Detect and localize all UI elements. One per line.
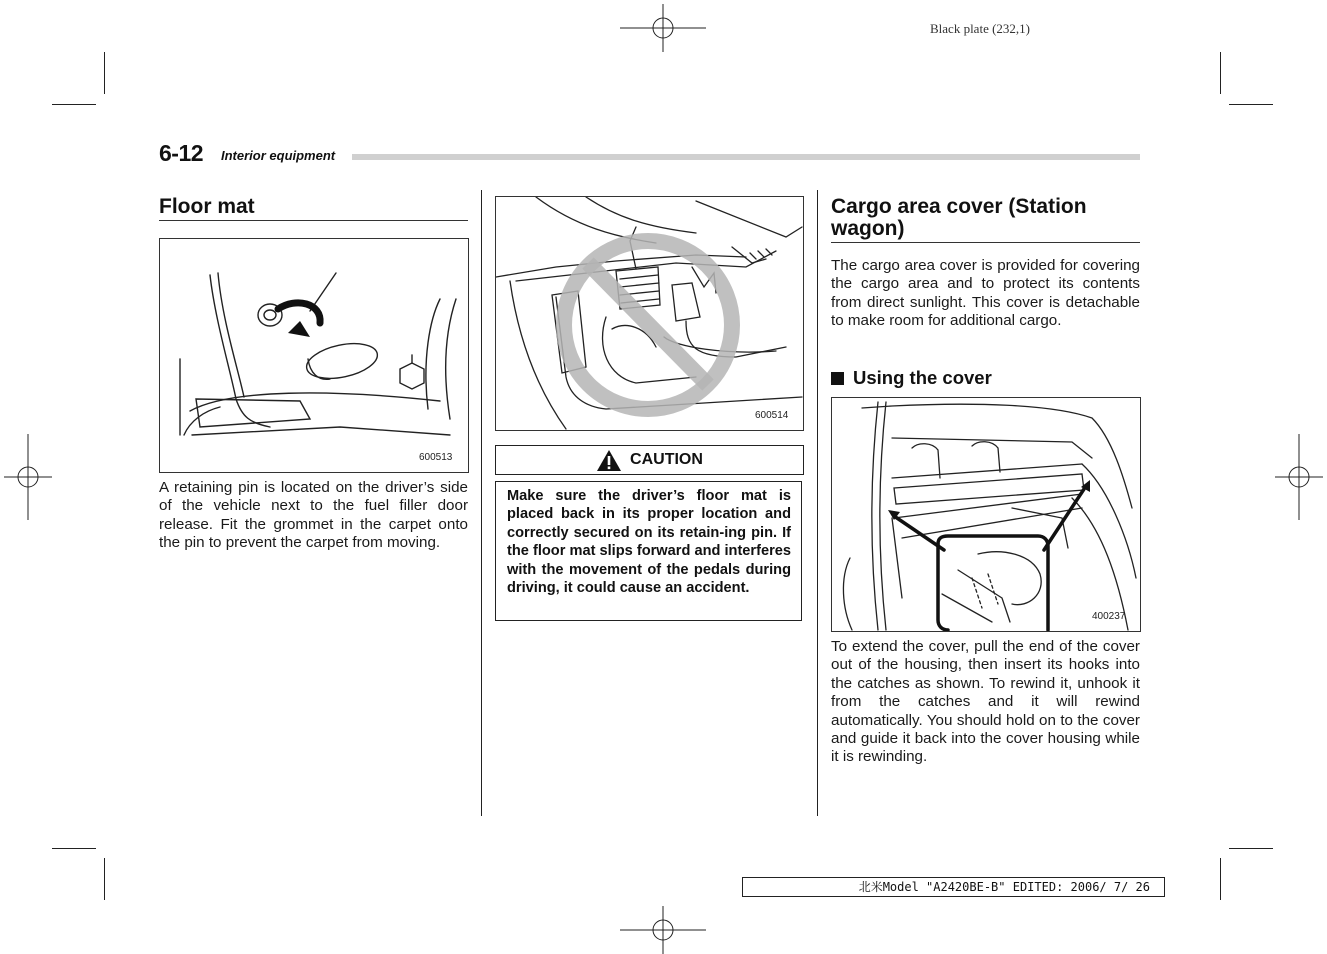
figure-id: 600514 xyxy=(755,410,789,421)
using-cover-label: Using the cover xyxy=(853,367,992,388)
title-rule xyxy=(159,220,468,221)
figure-id: 400237 xyxy=(1092,611,1126,622)
header-bar xyxy=(352,154,1140,160)
warning-triangle-icon xyxy=(596,449,622,472)
crop-mark xyxy=(1220,858,1221,900)
cargo-cover-illustration-icon xyxy=(832,398,1140,631)
registration-mark-icon xyxy=(4,434,52,520)
crop-mark xyxy=(1229,848,1273,849)
caution-body xyxy=(495,481,802,621)
registration-mark-icon xyxy=(620,4,706,52)
registration-mark-icon xyxy=(1275,434,1323,520)
floor-mat-figure xyxy=(159,238,469,473)
square-bullet-icon xyxy=(831,372,844,385)
crop-mark xyxy=(52,848,96,849)
caution-text: Make sure the driver’s floor mat is placed back in its proper location and correctly secured on its retain-ing pin. If the floor mat slips forward and interferes with the movement of the pedals during driving, it could cause an accident. xyxy=(507,488,791,597)
column-divider xyxy=(481,190,482,816)
floor-mat-title: Floor mat xyxy=(159,195,255,218)
crop-mark xyxy=(52,104,96,105)
figure-id: 600513 xyxy=(419,452,453,463)
pedal-figure xyxy=(495,196,804,431)
caution-header xyxy=(495,445,804,475)
section-name: Interior equipment xyxy=(221,148,336,163)
crop-mark xyxy=(1220,52,1221,94)
cargo-cover-intro: The cargo area cover is provided for covering the cargo area and to protect its contents from direct sunlight. This cover is detachable to make room for additional cargo. xyxy=(831,257,1140,330)
crop-mark xyxy=(1229,104,1273,105)
cargo-cover-title: Cargo area cover (Station wagon) xyxy=(831,195,1087,240)
registration-mark-icon xyxy=(620,906,706,954)
crop-mark xyxy=(104,52,105,94)
crop-mark xyxy=(104,858,105,900)
plate-info: Black plate (232,1) xyxy=(930,21,1030,36)
retaining-pin-illustration-icon xyxy=(160,239,468,472)
cargo-cover-instructions: To extend the cover, pull the end of the cover out of the housing, then insert its hooks into the catches as shown. To rewind it, unhook it from the catches and it will rewind automatically. You should hold on to the cover and guide it back into the cover housing while it is rewinding. xyxy=(831,638,1140,766)
caution-label: CAUTION xyxy=(630,451,703,468)
floor-mat-text: A retaining pin is located on the driver’s side of the vehicle next to the fuel filler door release. Fit the grommet in the carpet onto the pin to prevent the carpet from moving. xyxy=(159,479,468,552)
title-rule xyxy=(831,242,1140,243)
page-number: 6-12 xyxy=(159,140,204,166)
using-cover-heading xyxy=(831,367,992,389)
column-divider xyxy=(817,190,818,816)
pedal-floor-mat-illustration-icon xyxy=(496,197,803,430)
cargo-cover-figure xyxy=(831,397,1141,632)
footer-edit-info: 北米Model "A2420BE-B" EDITED: 2006/ 7/ 26 xyxy=(742,877,1165,897)
